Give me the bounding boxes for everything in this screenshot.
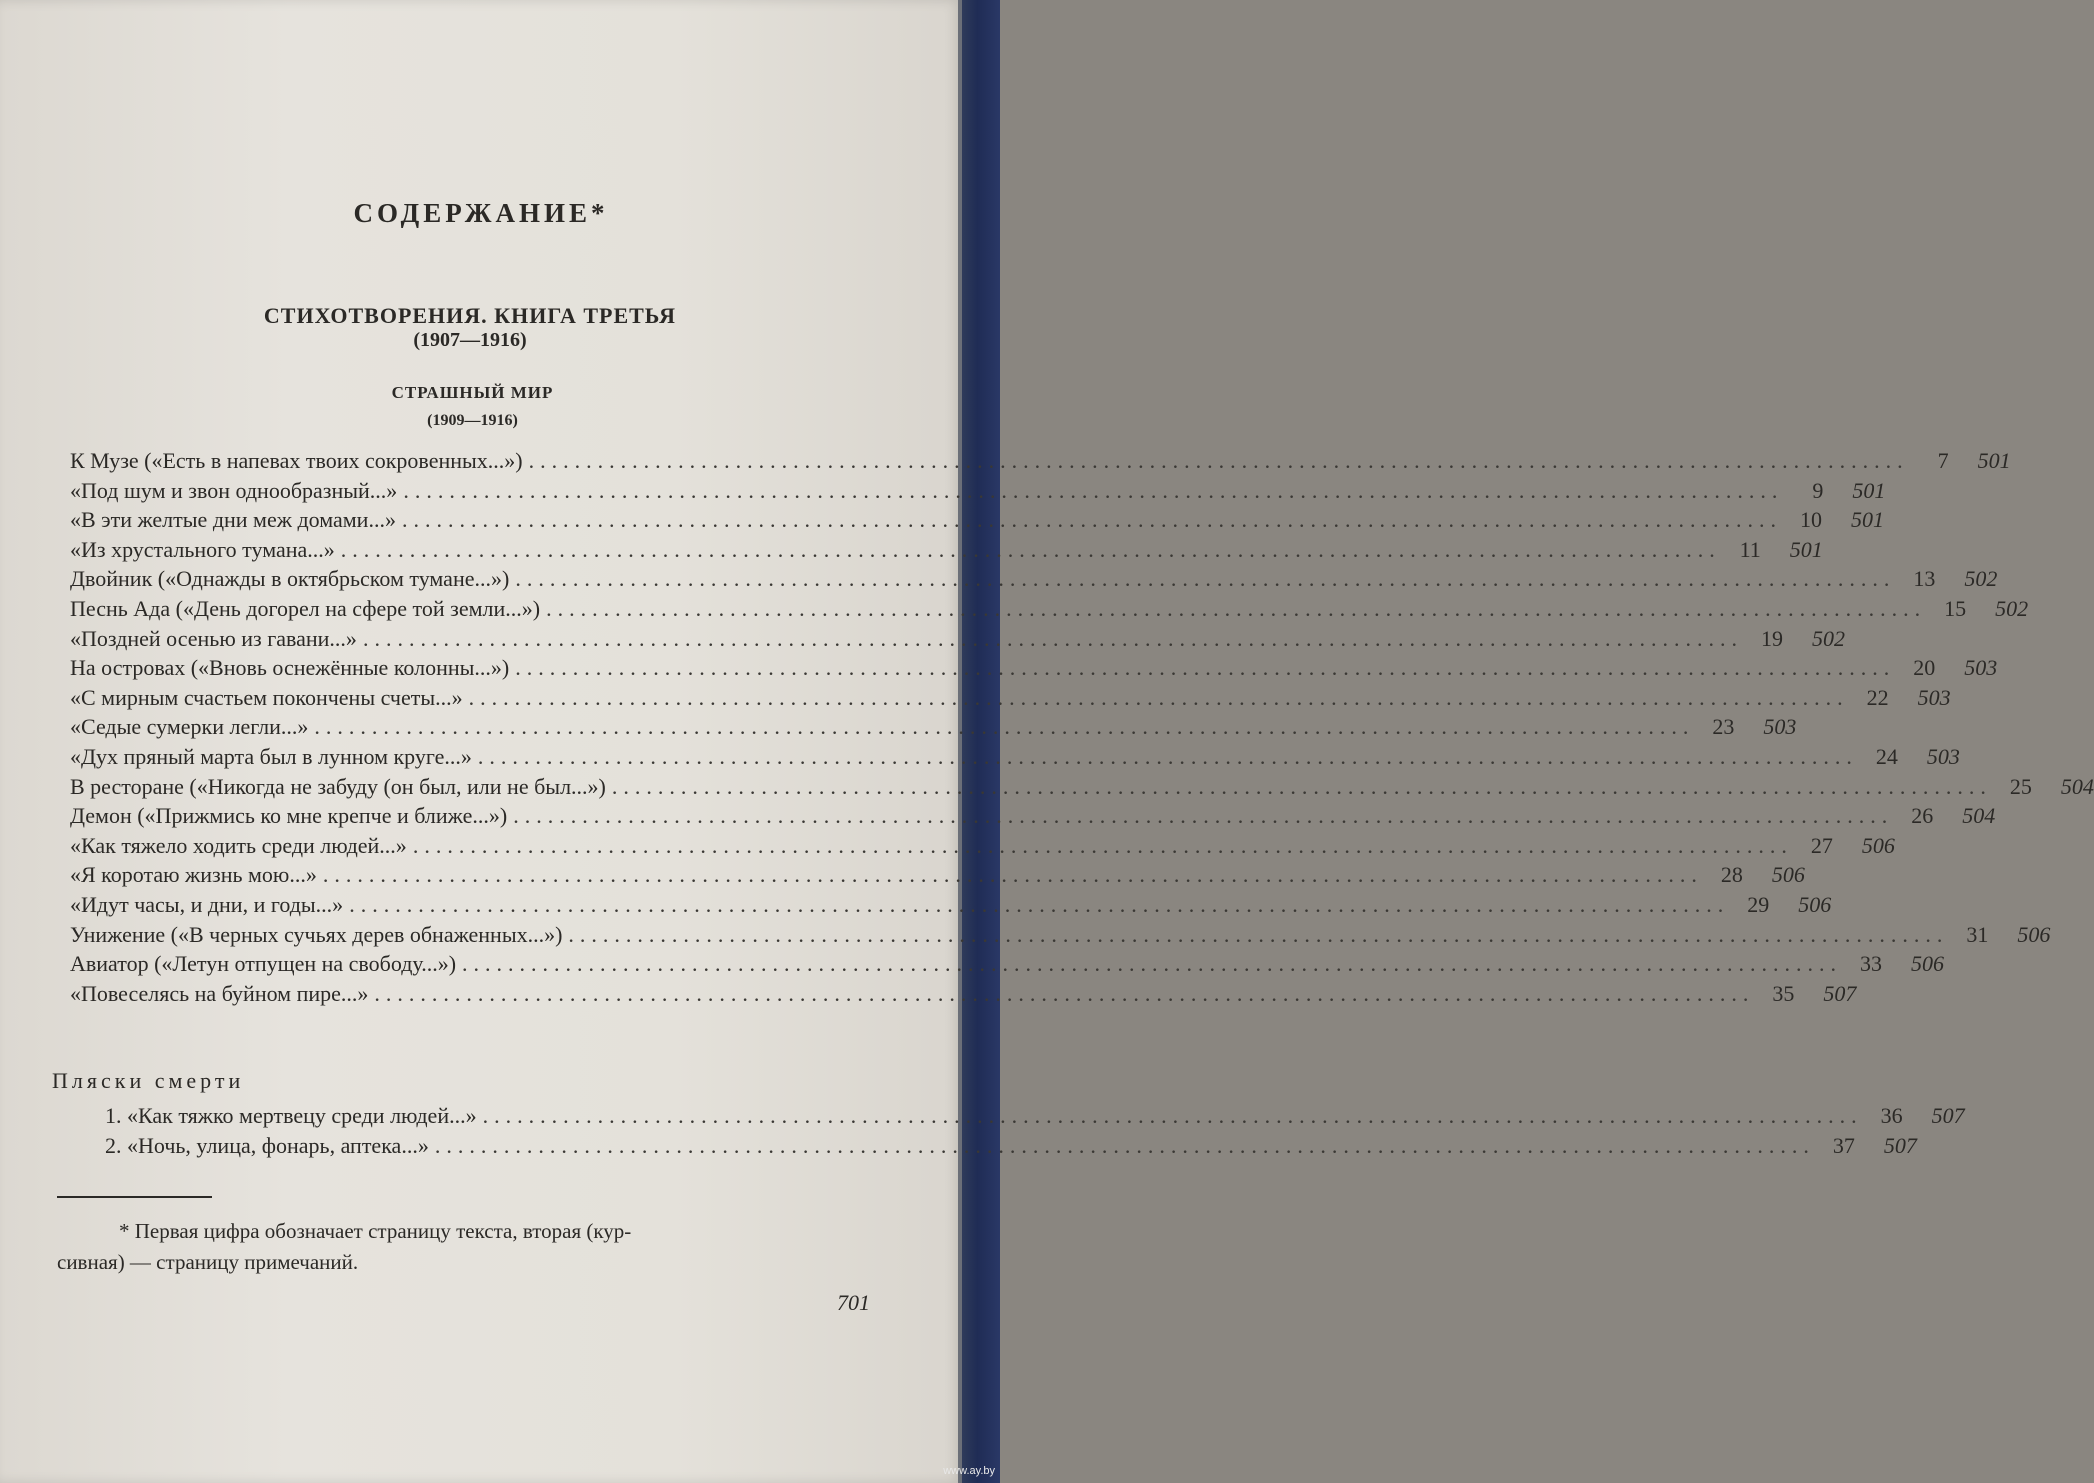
- entry-page: 9: [1812, 477, 1824, 503]
- entry-title: 2. «Ночь, улица, фонарь, аптека...»: [105, 1132, 429, 1158]
- entry-note-page: 502: [1811, 625, 1845, 651]
- entry-page: 36: [1880, 1103, 1903, 1128]
- dot-leader: ........................................................................................................................: [412, 832, 1793, 858]
- dot-leader: ........................................................................................................................: [515, 655, 1896, 681]
- book-years: (1907—1916): [413, 329, 527, 351]
- dot-leader: ........................................................................................................................: [314, 714, 1695, 740]
- entry-title: «В эти желтые дни меж домами...»: [70, 507, 396, 533]
- toc-entry: [70, 773, 2094, 804]
- toc-entry: [70, 655, 1998, 685]
- entry-note-page: 503: [1964, 655, 1998, 681]
- toc-entry: [70, 595, 2029, 626]
- entry-page: 28: [1720, 862, 1743, 888]
- toc-entry: [70, 684, 1951, 715]
- entry-page: 10: [1799, 507, 1822, 533]
- entry-title: В ресторане («Никогда не забуду (он был, или не был...»): [70, 773, 606, 799]
- entry-page: 26: [1911, 803, 1934, 829]
- section-years: (1909—1916): [427, 412, 518, 429]
- entry-page: 23: [1712, 714, 1735, 740]
- section-title: СТРАШНЫЙ МИР: [391, 383, 554, 402]
- entry-note-page: 504: [2060, 773, 2094, 799]
- toc-entry: [70, 862, 1805, 892]
- book-title: СТИХОТВОРЕНИЯ. КНИГА ТРЕТЬЯ: [263, 303, 677, 328]
- dot-leader: ........................................................................................................................: [403, 477, 1784, 503]
- dot-leader: ........................................................................................................................: [340, 536, 1721, 562]
- entry-note-page: 501: [1977, 448, 2011, 473]
- entry-title: 1. «Как тяжко мертвецу среди людей...»: [105, 1103, 477, 1128]
- entry-page: 22: [1866, 684, 1889, 710]
- dot-leader: ........................................................................................................................: [611, 773, 1992, 799]
- toc-entry: [70, 448, 2011, 478]
- toc-entry: [70, 625, 1845, 656]
- entry-page: 25: [2009, 773, 2032, 799]
- toc-entry: [70, 921, 2051, 952]
- toc-entry: [70, 566, 1998, 596]
- cycle-list: [105, 1103, 1965, 1162]
- entry-note-page: 501: [1850, 507, 1884, 533]
- book-cover-spine: [962, 0, 1000, 1483]
- dot-leader: ........................................................................................................................: [528, 448, 1909, 473]
- entry-note-page: 501: [1852, 477, 1886, 503]
- toc-entry: [70, 951, 1945, 981]
- dot-leader: ........................................................................................................................: [515, 566, 1896, 592]
- dot-leader: ........................................................................................................................: [434, 1132, 1815, 1158]
- page-number: 701: [837, 1290, 870, 1315]
- entry-page: 33: [1860, 951, 1883, 977]
- toc-entry: [70, 803, 1996, 833]
- footnote: [57, 1216, 862, 1278]
- entry-page: 31: [1966, 921, 1989, 947]
- dot-leader: ........................................................................................................................: [546, 595, 1927, 621]
- dot-leader: ........................................................................................................................: [401, 507, 1782, 533]
- dot-leader: ........................................................................................................................: [322, 862, 1703, 888]
- entry-title: «Я коротаю жизнь мою...»: [70, 862, 317, 888]
- entry-title: Авиатор («Летун отпущен на свободу...»): [70, 951, 457, 977]
- entry-page: 24: [1875, 743, 1898, 769]
- dot-leader: ........................................................................................................................: [349, 891, 1730, 917]
- entry-page: 15: [1944, 595, 1967, 621]
- entry-note-page: 507: [1883, 1132, 1917, 1158]
- dot-leader: ........................................................................................................................: [482, 1103, 1863, 1128]
- entry-note-page: 506: [1771, 862, 1805, 888]
- entry-title: «С мирным счастьем покончены счеты...»: [70, 684, 463, 710]
- toc-entry: [70, 891, 1832, 922]
- dot-leader: ........................................................................................................................: [374, 980, 1755, 1006]
- entry-note-page: 506: [1798, 891, 1832, 917]
- entry-page: 37: [1832, 1132, 1855, 1158]
- entry-page: 13: [1913, 566, 1936, 592]
- dot-leader: ........................................................................................................................: [568, 921, 1949, 947]
- entry-note-page: 507: [1823, 980, 1857, 1006]
- dot-leader: ........................................................................................................................: [477, 743, 1858, 769]
- entry-title: «Идут часы, и дни, и годы...»: [70, 891, 344, 917]
- entry-page: 19: [1760, 625, 1783, 651]
- entry-title: «Поздней осенью из гавани...»: [70, 625, 357, 651]
- entry-title: К Музе («Есть в напевах твоих сокровенных...»): [70, 448, 523, 473]
- entry-note-page: 506: [2017, 921, 2051, 947]
- dot-leader: ........................................................................................................................: [513, 803, 1894, 829]
- dot-leader: ........................................................................................................................: [468, 684, 1849, 710]
- watermark: www.ay.by: [943, 1465, 995, 1477]
- toc-entry: [70, 536, 1823, 567]
- contents-heading: СОДЕРЖАНИЕ*: [353, 198, 609, 228]
- entry-page: 27: [1810, 832, 1833, 858]
- entry-page: 20: [1913, 655, 1936, 681]
- entry-title: «Как тяжело ходить среди людей...»: [70, 832, 407, 858]
- entry-title: Двойник («Однажды в октябрьском тумане...»): [70, 566, 510, 592]
- entry-note-page: 503: [1917, 684, 1951, 710]
- toc-list: [70, 448, 2094, 1010]
- entry-title: «Из хрустального тумана...»: [70, 536, 335, 562]
- entry-page: 35: [1772, 980, 1795, 1006]
- toc-entry: [105, 1103, 1965, 1133]
- entry-note-page: 503: [1926, 743, 1960, 769]
- entry-note-page: 507: [1931, 1103, 1965, 1128]
- footnote-line-1: * Первая цифра обозначает страницу текста, вторая (кур-: [119, 1219, 632, 1243]
- entry-page: 7: [1937, 448, 1949, 473]
- entry-page: 29: [1747, 891, 1770, 917]
- entry-note-page: 502: [1964, 566, 1998, 592]
- entry-note-page: 504: [1962, 803, 1996, 829]
- dot-leader: ........................................................................................................................: [462, 951, 1843, 977]
- entry-title: Песнь Ада («День догорел на сфере той земли...»): [70, 595, 541, 621]
- toc-entry: [70, 743, 1960, 774]
- entry-note-page: 506: [1911, 951, 1945, 977]
- toc-entry: [70, 507, 1884, 537]
- entry-title: «Повеселясь на буйном пире...»: [70, 980, 369, 1006]
- entry-title: «Дух пряный марта был в лунном круге...»: [70, 743, 472, 769]
- footnote-rule: [57, 1196, 212, 1198]
- entry-title: «Под шум и звон однообразный...»: [70, 477, 398, 503]
- toc-entry: [70, 714, 1797, 744]
- entry-note-page: 503: [1763, 714, 1797, 740]
- cycle-title: Пляски смерти: [52, 1068, 245, 1093]
- toc-entry: [70, 477, 1886, 508]
- entry-note-page: 502: [1995, 595, 2029, 621]
- footnote-line-2: сивная) — страницу примечаний.: [57, 1250, 359, 1274]
- entry-title: «Седые сумерки легли...»: [70, 714, 309, 740]
- toc-entry: [70, 980, 1857, 1011]
- entry-note-page: 501: [1789, 536, 1823, 562]
- entry-title: На островах («Вновь оснежённые колонны...»): [70, 655, 510, 681]
- entry-note-page: 506: [1861, 832, 1895, 858]
- dot-leader: ........................................................................................................................: [362, 625, 1743, 651]
- entry-title: Унижение («В черных сучьях дерев обнаженных...»): [70, 921, 563, 947]
- entry-page: 11: [1739, 536, 1761, 562]
- toc-entry: [70, 832, 1895, 863]
- entry-title: Демон («Прижмись ко мне крепче и ближе...»): [70, 803, 508, 829]
- toc-entry: [105, 1132, 1917, 1163]
